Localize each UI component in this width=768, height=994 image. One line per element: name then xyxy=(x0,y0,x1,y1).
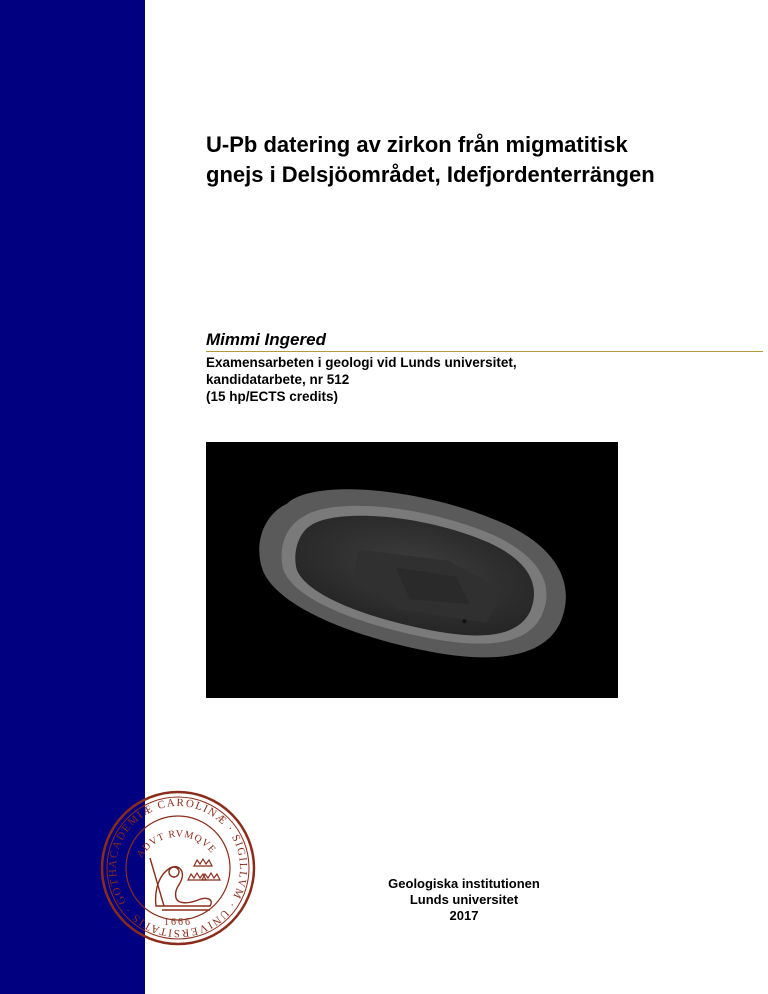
seal-year: 1666 xyxy=(164,917,192,928)
title-line-2: gnejs i Delsjöområdet, Idefjordenterrängen xyxy=(206,162,655,187)
thesis-title xyxy=(206,130,726,190)
description-line-3: (15 hp/ECTS credits) xyxy=(206,389,339,404)
seal-inner-text xyxy=(135,829,218,860)
university-seal xyxy=(98,788,258,948)
zircon-cl-image xyxy=(206,442,618,698)
zircon-crystal-graphic xyxy=(206,442,618,698)
lund-seal-emblem xyxy=(98,788,258,948)
seal-inner-textpath: ADVT RVMQVE xyxy=(134,828,219,860)
description-line-2: kandidatarbete, nr 512 xyxy=(206,372,350,387)
institution-university: Lunds universitet xyxy=(409,892,519,907)
seal-ring-textpath: ACADEMIÆ CAROLINÆ · SIGILLVM · UNIVERSITATIS · GOTH xyxy=(106,796,250,940)
institution-department: Geologiska institutionen xyxy=(388,876,540,891)
institution-block xyxy=(360,876,568,924)
crowns-icon xyxy=(188,859,220,880)
title-line-1: U-Pb datering av zirkon från migmatitisk xyxy=(206,132,628,157)
description-line-1: Examensarbeten i geologi vid Lunds universitet, xyxy=(206,355,517,370)
thesis-description xyxy=(206,354,517,405)
institution-year: 2017 xyxy=(449,908,479,923)
author-name: Mimmi Ingered xyxy=(206,330,763,352)
